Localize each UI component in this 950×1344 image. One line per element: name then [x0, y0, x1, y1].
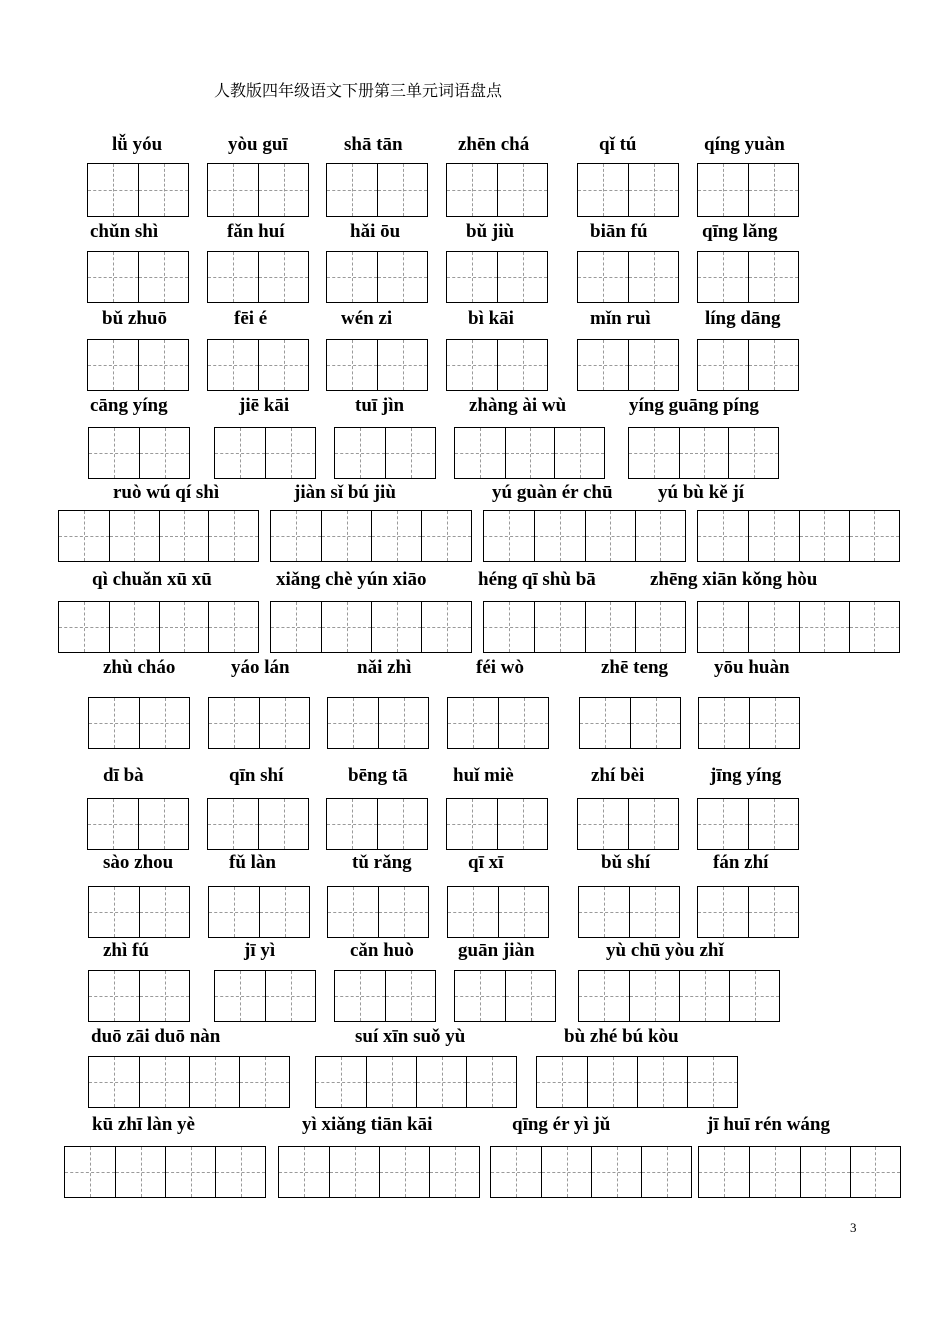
pinyin-label: fǔ làn: [229, 852, 276, 873]
tianzige-cell: [585, 602, 635, 652]
tianzige-cell: [641, 1147, 691, 1197]
pinyin-label: dī bà: [103, 765, 144, 786]
pinyin-label: guān jiàn: [458, 940, 535, 961]
tianzige-cell: [208, 602, 258, 652]
tianzige-cell: [215, 428, 265, 478]
pinyin-label: jī yì: [244, 940, 276, 961]
pinyin-label: duō zāi duō nàn: [91, 1026, 221, 1047]
tianzige-cell: [208, 340, 258, 390]
writing-grid: [270, 601, 472, 653]
tianzige-cell: [109, 511, 159, 561]
tianzige-cell: [637, 1057, 687, 1107]
tianzige-cell: [378, 887, 428, 937]
writing-grid: [577, 798, 679, 850]
pinyin-label: bǔ shí: [601, 852, 651, 873]
tianzige-cell: [578, 340, 628, 390]
writing-grid: [326, 163, 428, 217]
pinyin-label: bì kāi: [468, 308, 514, 329]
tianzige-cell: [88, 164, 138, 216]
pinyin-label: cǎn huò: [350, 940, 414, 961]
pinyin-label: fán zhí: [713, 852, 769, 873]
writing-grid: [578, 970, 780, 1022]
writing-grid: [58, 510, 259, 562]
tianzige-cell: [88, 340, 138, 390]
pinyin-label: qǐ tú: [599, 134, 637, 155]
tianzige-cell: [271, 602, 321, 652]
tianzige-cell: [629, 971, 679, 1021]
writing-grid: [698, 1146, 901, 1198]
tianzige-cell: [579, 887, 629, 937]
tianzige-cell: [89, 1057, 139, 1107]
tianzige-cell: [585, 511, 635, 561]
pinyin-label: zhēn chá: [458, 134, 530, 155]
writing-grid: [446, 251, 548, 303]
tianzige-cell: [799, 602, 849, 652]
tianzige-cell: [447, 799, 497, 849]
pinyin-label: jī huī rén wáng: [707, 1114, 830, 1135]
writing-grid: [207, 163, 309, 217]
tianzige-cell: [378, 698, 428, 748]
writing-grid: [214, 970, 316, 1022]
tianzige-cell: [215, 971, 265, 1021]
tianzige-cell: [138, 799, 188, 849]
pinyin-label: zhù cháo: [103, 657, 176, 678]
tianzige-cell: [466, 1057, 516, 1107]
writing-grid: [483, 510, 686, 562]
tianzige-cell: [139, 971, 189, 1021]
pinyin-label: líng dāng: [705, 308, 781, 329]
tianzige-cell: [65, 1147, 115, 1197]
pinyin-label: bù zhé bú kòu: [564, 1026, 679, 1047]
tianzige-cell: [749, 698, 799, 748]
tianzige-cell: [629, 428, 679, 478]
tianzige-cell: [329, 1147, 379, 1197]
tianzige-cell: [59, 602, 109, 652]
tianzige-cell: [115, 1147, 165, 1197]
writing-grid: [577, 251, 679, 303]
tianzige-cell: [88, 799, 138, 849]
tianzige-cell: [580, 698, 630, 748]
tianzige-cell: [698, 799, 748, 849]
writing-grid: [207, 798, 309, 850]
writing-grid: [579, 697, 681, 749]
tianzige-cell: [699, 698, 749, 748]
writing-grid: [58, 601, 259, 653]
writing-grid: [454, 970, 556, 1022]
pinyin-label: jīng yíng: [710, 765, 782, 786]
writing-grid: [88, 886, 190, 938]
pinyin-label: zhàng ài wù: [469, 395, 567, 416]
pinyin-label: huǐ miè: [453, 765, 514, 786]
tianzige-cell: [698, 887, 748, 937]
tianzige-cell: [377, 164, 427, 216]
tianzige-cell: [491, 1147, 541, 1197]
tianzige-cell: [209, 698, 259, 748]
tianzige-cell: [497, 164, 547, 216]
pinyin-label: wén zi: [341, 308, 393, 329]
tianzige-cell: [679, 971, 729, 1021]
pinyin-label: qì chuǎn xū xū: [92, 569, 212, 590]
tianzige-cell: [849, 602, 899, 652]
pinyin-label: héng qī shù bā: [478, 569, 596, 590]
pinyin-label: biān fú: [590, 221, 648, 242]
writing-grid: [88, 697, 190, 749]
writing-grid: [64, 1146, 266, 1198]
pinyin-label: fǎn huí: [227, 221, 285, 242]
writing-grid: [697, 339, 799, 391]
tianzige-cell: [215, 1147, 265, 1197]
tianzige-cell: [578, 799, 628, 849]
pinyin-label: yù chū yòu zhǐ: [606, 940, 724, 961]
pinyin-label: qíng yuàn: [704, 134, 785, 155]
writing-grid: [697, 886, 799, 938]
tianzige-cell: [89, 428, 139, 478]
writing-grid: [87, 798, 189, 850]
tianzige-cell: [327, 164, 377, 216]
writing-grid: [327, 886, 429, 938]
pinyin-label: cāng yíng: [90, 395, 168, 416]
tianzige-cell: [748, 340, 798, 390]
tianzige-cell: [698, 602, 748, 652]
tianzige-cell: [258, 164, 308, 216]
writing-grid: [326, 798, 428, 850]
tianzige-cell: [698, 252, 748, 302]
tianzige-cell: [534, 602, 584, 652]
tianzige-cell: [455, 428, 505, 478]
tianzige-cell: [748, 164, 798, 216]
tianzige-cell: [484, 511, 534, 561]
tianzige-cell: [321, 602, 371, 652]
pinyin-label: ruò wú qí shì: [113, 482, 220, 503]
tianzige-cell: [748, 799, 798, 849]
tianzige-cell: [579, 971, 629, 1021]
writing-grid: [447, 886, 549, 938]
tianzige-cell: [628, 252, 678, 302]
pinyin-label: kū zhī làn yè: [92, 1114, 195, 1135]
pinyin-label: qīng ér yì jǔ: [512, 1114, 611, 1135]
tianzige-cell: [377, 252, 427, 302]
tianzige-cell: [139, 698, 189, 748]
writing-grid: [207, 339, 309, 391]
tianzige-cell: [377, 799, 427, 849]
pinyin-label: mǐn ruì: [590, 308, 651, 329]
pinyin-label: bǔ zhuō: [102, 308, 167, 329]
pinyin-label: tuī jìn: [355, 395, 405, 416]
writing-grid: [446, 798, 548, 850]
tianzige-cell: [259, 887, 309, 937]
tianzige-cell: [749, 1147, 799, 1197]
pinyin-label: zhì fú: [103, 940, 149, 961]
page-title: 人教版四年级语文下册第三单元词语盘点: [214, 81, 503, 100]
tianzige-cell: [505, 971, 555, 1021]
tianzige-cell: [578, 164, 628, 216]
tianzige-cell: [327, 799, 377, 849]
tianzige-cell: [208, 164, 258, 216]
tianzige-cell: [377, 340, 427, 390]
tianzige-cell: [591, 1147, 641, 1197]
tianzige-cell: [138, 340, 188, 390]
tianzige-cell: [630, 698, 680, 748]
writing-grid: [87, 163, 189, 217]
pinyin-label: yíng guāng píng: [629, 395, 759, 416]
tianzige-cell: [679, 428, 729, 478]
writing-grid: [326, 339, 428, 391]
tianzige-cell: [265, 971, 315, 1021]
tianzige-cell: [279, 1147, 329, 1197]
tianzige-cell: [687, 1057, 737, 1107]
writing-grid: [326, 251, 428, 303]
tianzige-cell: [371, 511, 421, 561]
tianzige-cell: [497, 799, 547, 849]
tianzige-cell: [327, 340, 377, 390]
writing-grid: [87, 251, 189, 303]
tianzige-cell: [208, 252, 258, 302]
tianzige-cell: [327, 252, 377, 302]
writing-grid: [278, 1146, 480, 1198]
pinyin-label: yú guàn ér chū: [492, 482, 613, 503]
tianzige-cell: [208, 511, 258, 561]
tianzige-cell: [448, 887, 498, 937]
tianzige-cell: [159, 602, 209, 652]
tianzige-cell: [328, 698, 378, 748]
tianzige-cell: [497, 340, 547, 390]
tianzige-cell: [139, 887, 189, 937]
writing-grid: [208, 697, 310, 749]
tianzige-cell: [371, 602, 421, 652]
tianzige-cell: [541, 1147, 591, 1197]
writing-grid: [454, 427, 605, 479]
writing-grid: [697, 251, 799, 303]
writing-grid: [327, 697, 429, 749]
pinyin-label: hǎi ōu: [350, 221, 401, 242]
writing-grid: [577, 163, 679, 217]
tianzige-cell: [316, 1057, 366, 1107]
tianzige-cell: [578, 252, 628, 302]
tianzige-cell: [537, 1057, 587, 1107]
writing-grid: [628, 427, 779, 479]
writing-grid: [577, 339, 679, 391]
tianzige-cell: [321, 511, 371, 561]
tianzige-cell: [484, 602, 534, 652]
tianzige-cell: [138, 164, 188, 216]
tianzige-cell: [849, 511, 899, 561]
tianzige-cell: [748, 252, 798, 302]
pinyin-label: jiàn sǐ bú jiù: [294, 482, 396, 503]
writing-grid: [214, 427, 316, 479]
writing-grid: [270, 510, 472, 562]
tianzige-cell: [448, 698, 498, 748]
pinyin-label: yòu guī: [228, 134, 288, 155]
tianzige-cell: [447, 164, 497, 216]
writing-grid: [697, 510, 900, 562]
tianzige-cell: [366, 1057, 416, 1107]
tianzige-cell: [498, 887, 548, 937]
tianzige-cell: [728, 428, 778, 478]
tianzige-cell: [748, 602, 798, 652]
tianzige-cell: [800, 1147, 850, 1197]
tianzige-cell: [554, 428, 604, 478]
tianzige-cell: [139, 1057, 189, 1107]
tianzige-cell: [88, 252, 138, 302]
tianzige-cell: [698, 511, 748, 561]
tianzige-cell: [258, 340, 308, 390]
tianzige-cell: [729, 971, 779, 1021]
tianzige-cell: [259, 698, 309, 748]
writing-grid: [447, 697, 549, 749]
pinyin-label: fēi é: [234, 308, 268, 329]
tianzige-cell: [587, 1057, 637, 1107]
tianzige-cell: [258, 799, 308, 849]
tianzige-cell: [850, 1147, 900, 1197]
writing-grid: [536, 1056, 738, 1108]
tianzige-cell: [447, 340, 497, 390]
writing-grid: [334, 970, 436, 1022]
tianzige-cell: [455, 971, 505, 1021]
pinyin-label: xiǎng chè yún xiāo: [276, 569, 427, 590]
pinyin-label: chǔn shì: [90, 221, 159, 242]
tianzige-cell: [379, 1147, 429, 1197]
tianzige-cell: [189, 1057, 239, 1107]
tianzige-cell: [628, 799, 678, 849]
pinyin-label: lǚ yóu: [112, 134, 163, 155]
tianzige-cell: [635, 602, 685, 652]
tianzige-cell: [534, 511, 584, 561]
tianzige-cell: [498, 698, 548, 748]
tianzige-cell: [159, 511, 209, 561]
tianzige-cell: [109, 602, 159, 652]
pinyin-label: zhēng xiān kǒng hòu: [650, 569, 818, 590]
writing-grid: [483, 601, 686, 653]
pinyin-label: bǔ jiù: [466, 221, 515, 242]
pinyin-label: qīn shí: [229, 765, 284, 786]
pinyin-label: qīng lǎng: [702, 221, 778, 242]
writing-grid: [697, 601, 900, 653]
writing-grid: [698, 697, 800, 749]
tianzige-cell: [429, 1147, 479, 1197]
tianzige-cell: [328, 887, 378, 937]
tianzige-cell: [447, 252, 497, 302]
writing-grid: [207, 251, 309, 303]
pinyin-label: suí xīn suǒ yù: [355, 1026, 466, 1047]
writing-grid: [88, 427, 190, 479]
pinyin-label: yōu huàn: [714, 657, 790, 678]
pinyin-label: shā tān: [344, 134, 403, 155]
tianzige-cell: [628, 340, 678, 390]
tianzige-cell: [635, 511, 685, 561]
tianzige-cell: [385, 971, 435, 1021]
tianzige-cell: [698, 340, 748, 390]
tianzige-cell: [59, 511, 109, 561]
pinyin-label: nǎi zhì: [357, 657, 412, 678]
tianzige-cell: [421, 511, 471, 561]
tianzige-cell: [165, 1147, 215, 1197]
pinyin-label: yáo lán: [231, 657, 290, 678]
writing-grid: [208, 886, 310, 938]
tianzige-cell: [335, 428, 385, 478]
pinyin-label: féi wò: [476, 657, 525, 678]
tianzige-cell: [505, 428, 555, 478]
pinyin-label: sào zhou: [103, 852, 174, 873]
writing-grid: [578, 886, 680, 938]
tianzige-cell: [629, 887, 679, 937]
tianzige-cell: [335, 971, 385, 1021]
tianzige-cell: [265, 428, 315, 478]
writing-grid: [315, 1056, 517, 1108]
tianzige-cell: [748, 511, 798, 561]
tianzige-cell: [89, 971, 139, 1021]
pinyin-label: qī xī: [468, 852, 504, 873]
tianzige-cell: [699, 1147, 749, 1197]
writing-grid: [87, 339, 189, 391]
tianzige-cell: [89, 887, 139, 937]
tianzige-cell: [209, 887, 259, 937]
pinyin-label: yì xiǎng tiān kāi: [302, 1114, 433, 1135]
pinyin-label: yú bù kě jí: [658, 482, 745, 503]
tianzige-cell: [139, 428, 189, 478]
pinyin-label: zhē teng: [601, 657, 669, 678]
writing-grid: [446, 339, 548, 391]
writing-grid: [446, 163, 548, 217]
tianzige-cell: [385, 428, 435, 478]
writing-grid: [334, 427, 436, 479]
writing-grid: [697, 163, 799, 217]
writing-grid: [490, 1146, 692, 1198]
tianzige-cell: [258, 252, 308, 302]
writing-grid: [88, 970, 190, 1022]
tianzige-cell: [628, 164, 678, 216]
tianzige-cell: [799, 511, 849, 561]
tianzige-cell: [421, 602, 471, 652]
tianzige-cell: [208, 799, 258, 849]
pinyin-label: jiē kāi: [239, 395, 290, 416]
pinyin-label: tǔ rǎng: [352, 852, 412, 873]
tianzige-cell: [698, 164, 748, 216]
pinyin-label: bēng tā: [348, 765, 408, 786]
tianzige-cell: [89, 698, 139, 748]
tianzige-cell: [497, 252, 547, 302]
tianzige-cell: [416, 1057, 466, 1107]
writing-grid: [697, 798, 799, 850]
writing-grid: [88, 1056, 290, 1108]
page-number: 3: [850, 1220, 857, 1235]
tianzige-cell: [271, 511, 321, 561]
tianzige-cell: [138, 252, 188, 302]
tianzige-cell: [239, 1057, 289, 1107]
tianzige-cell: [748, 887, 798, 937]
pinyin-label: zhí bèi: [591, 765, 645, 786]
